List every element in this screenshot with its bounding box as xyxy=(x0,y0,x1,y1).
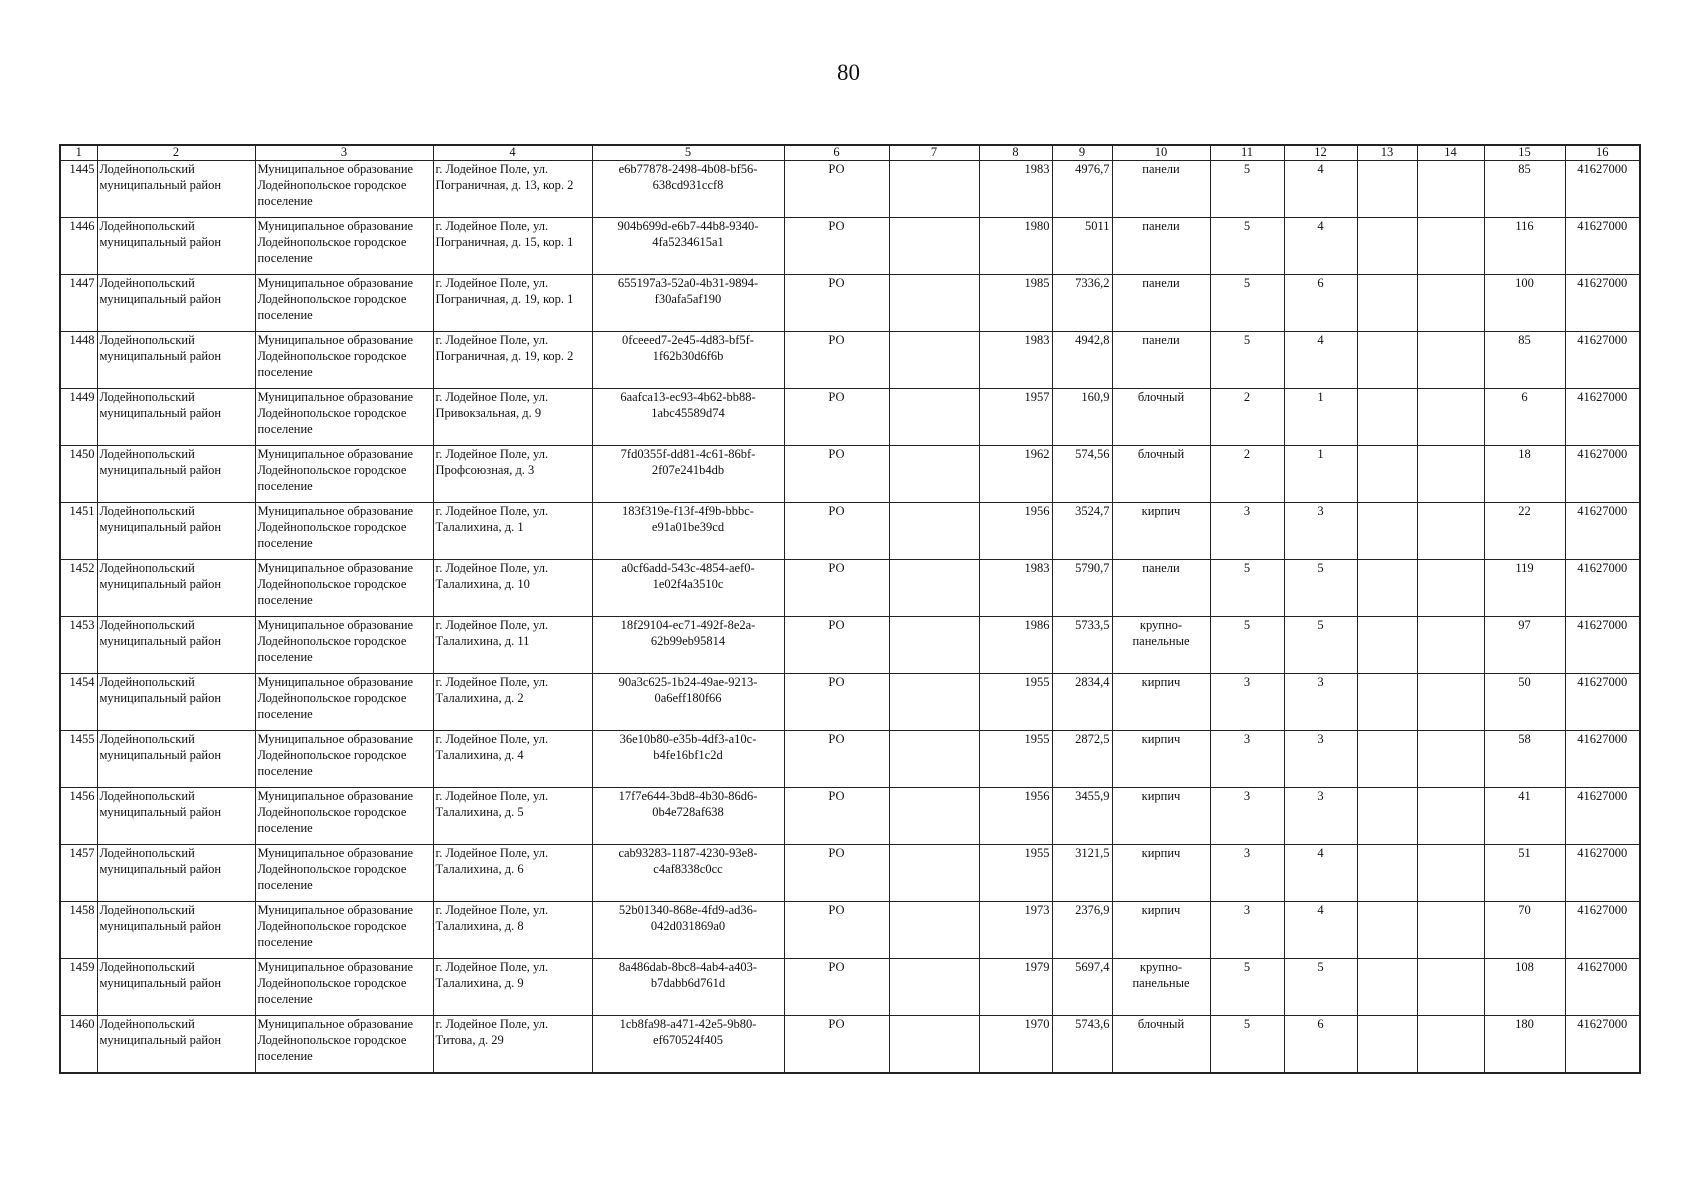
area-cell: 3121,5 xyxy=(1052,845,1112,902)
floors-cell: 3 xyxy=(1210,845,1284,902)
area-cell: 3524,7 xyxy=(1052,503,1112,560)
oktmo-cell: 41627000 xyxy=(1565,161,1640,218)
column-number-cell: 9 xyxy=(1052,145,1112,161)
table-row xyxy=(60,218,1640,275)
row-index-cell: 1458 xyxy=(60,902,97,959)
entrances-cell: 4 xyxy=(1284,218,1357,275)
area-cell: 5697,4 xyxy=(1052,959,1112,1016)
column-7-cell xyxy=(889,332,979,389)
wall-material-cell: кирпич xyxy=(1112,674,1210,731)
column-13-cell xyxy=(1357,389,1417,446)
column-7-cell xyxy=(889,959,979,1016)
record-type-cell: РО xyxy=(784,674,889,731)
municipality-cell: Муниципальное образование Лодейнопольское городское поселение xyxy=(255,218,433,275)
record-type-cell: РО xyxy=(784,788,889,845)
column-13-cell xyxy=(1357,959,1417,1016)
building-guid-cell: 8a486dab-8bc8-4ab4-a403-b7dabb6d761d xyxy=(592,959,784,1016)
row-index-cell: 1450 xyxy=(60,446,97,503)
address-cell: г. Лодейное Поле, ул. Пограничная, д. 19, кор. 1 xyxy=(433,275,592,332)
apartments-cell: 41 xyxy=(1484,788,1565,845)
column-number-cell: 4 xyxy=(433,145,592,161)
build-year-cell: 1956 xyxy=(979,788,1052,845)
table-row xyxy=(60,845,1640,902)
building-guid-cell: e6b77878-2498-4b08-bf56-638cd931ccf8 xyxy=(592,161,784,218)
column-7-cell xyxy=(889,503,979,560)
build-year-cell: 1980 xyxy=(979,218,1052,275)
municipality-cell: Муниципальное образование Лодейнопольское городское поселение xyxy=(255,446,433,503)
building-guid-cell: 1cb8fa98-a471-42e5-9b80-ef670524f405 xyxy=(592,1016,784,1074)
row-index-cell: 1460 xyxy=(60,1016,97,1074)
column-13-cell xyxy=(1357,902,1417,959)
municipality-cell: Муниципальное образование Лодейнопольское городское поселение xyxy=(255,389,433,446)
apartments-cell: 85 xyxy=(1484,161,1565,218)
building-guid-cell: 183f319e-f13f-4f9b-bbbc-e91a01be39cd xyxy=(592,503,784,560)
entrances-cell: 3 xyxy=(1284,674,1357,731)
column-14-cell xyxy=(1417,1016,1484,1074)
municipality-cell: Муниципальное образование Лодейнопольское городское поселение xyxy=(255,617,433,674)
column-number-cell: 5 xyxy=(592,145,784,161)
column-number-cell: 14 xyxy=(1417,145,1484,161)
floors-cell: 3 xyxy=(1210,503,1284,560)
building-guid-cell: 7fd0355f-dd81-4c61-86bf-2f07e241b4db xyxy=(592,446,784,503)
column-7-cell xyxy=(889,218,979,275)
build-year-cell: 1957 xyxy=(979,389,1052,446)
table-row xyxy=(60,959,1640,1016)
table-row xyxy=(60,902,1640,959)
address-cell: г. Лодейное Поле, ул. Талалихина, д. 11 xyxy=(433,617,592,674)
floors-cell: 2 xyxy=(1210,389,1284,446)
district-cell: Лодейнопольский муниципальный район xyxy=(97,446,255,503)
entrances-cell: 4 xyxy=(1284,845,1357,902)
oktmo-cell: 41627000 xyxy=(1565,275,1640,332)
column-number-cell: 16 xyxy=(1565,145,1640,161)
column-14-cell xyxy=(1417,788,1484,845)
wall-material-cell: кирпич xyxy=(1112,731,1210,788)
oktmo-cell: 41627000 xyxy=(1565,389,1640,446)
municipality-cell: Муниципальное образование Лодейнопольское городское поселение xyxy=(255,788,433,845)
building-guid-cell: 0fceeed7-2e45-4d83-bf5f-1f62b30d6f6b xyxy=(592,332,784,389)
entrances-cell: 4 xyxy=(1284,332,1357,389)
oktmo-cell: 41627000 xyxy=(1565,731,1640,788)
address-cell: г. Лодейное Поле, ул. Талалихина, д. 6 xyxy=(433,845,592,902)
build-year-cell: 1970 xyxy=(979,1016,1052,1074)
column-number-cell: 11 xyxy=(1210,145,1284,161)
entrances-cell: 3 xyxy=(1284,731,1357,788)
table-row xyxy=(60,389,1640,446)
row-index-cell: 1456 xyxy=(60,788,97,845)
municipality-cell: Муниципальное образование Лодейнопольское городское поселение xyxy=(255,731,433,788)
record-type-cell: РО xyxy=(784,389,889,446)
address-cell: г. Лодейное Поле, ул. Талалихина, д. 1 xyxy=(433,503,592,560)
record-type-cell: РО xyxy=(784,218,889,275)
area-cell: 4942,8 xyxy=(1052,332,1112,389)
wall-material-cell: панели xyxy=(1112,161,1210,218)
municipality-cell: Муниципальное образование Лодейнопольское городское поселение xyxy=(255,560,433,617)
column-14-cell xyxy=(1417,332,1484,389)
area-cell: 5011 xyxy=(1052,218,1112,275)
column-7-cell xyxy=(889,788,979,845)
entrances-cell: 1 xyxy=(1284,446,1357,503)
district-cell: Лодейнопольский муниципальный район xyxy=(97,332,255,389)
column-7-cell xyxy=(889,161,979,218)
address-cell: г. Лодейное Поле, ул. Талалихина, д. 10 xyxy=(433,560,592,617)
oktmo-cell: 41627000 xyxy=(1565,560,1640,617)
apartments-cell: 51 xyxy=(1484,845,1565,902)
row-index-cell: 1457 xyxy=(60,845,97,902)
apartments-cell: 85 xyxy=(1484,332,1565,389)
floors-cell: 5 xyxy=(1210,218,1284,275)
column-13-cell xyxy=(1357,1016,1417,1074)
municipality-cell: Муниципальное образование Лодейнопольское городское поселение xyxy=(255,902,433,959)
municipality-cell: Муниципальное образование Лодейнопольское городское поселение xyxy=(255,332,433,389)
municipality-cell: Муниципальное образование Лодейнопольское городское поселение xyxy=(255,674,433,731)
build-year-cell: 1983 xyxy=(979,332,1052,389)
column-14-cell xyxy=(1417,674,1484,731)
district-cell: Лодейнопольский муниципальный район xyxy=(97,959,255,1016)
row-index-cell: 1454 xyxy=(60,674,97,731)
column-14-cell xyxy=(1417,731,1484,788)
column-7-cell xyxy=(889,560,979,617)
apartments-cell: 18 xyxy=(1484,446,1565,503)
table-row xyxy=(60,503,1640,560)
table-row xyxy=(60,617,1640,674)
row-index-cell: 1455 xyxy=(60,731,97,788)
district-cell: Лодейнопольский муниципальный район xyxy=(97,389,255,446)
floors-cell: 3 xyxy=(1210,674,1284,731)
area-cell: 574,56 xyxy=(1052,446,1112,503)
area-cell: 3455,9 xyxy=(1052,788,1112,845)
entrances-cell: 3 xyxy=(1284,503,1357,560)
row-index-cell: 1448 xyxy=(60,332,97,389)
column-number-cell: 3 xyxy=(255,145,433,161)
area-cell: 2872,5 xyxy=(1052,731,1112,788)
district-cell: Лодейнопольский муниципальный район xyxy=(97,788,255,845)
wall-material-cell: кирпич xyxy=(1112,902,1210,959)
area-cell: 5733,5 xyxy=(1052,617,1112,674)
column-14-cell xyxy=(1417,959,1484,1016)
entrances-cell: 6 xyxy=(1284,1016,1357,1074)
table-row xyxy=(60,560,1640,617)
record-type-cell: РО xyxy=(784,902,889,959)
row-index-cell: 1452 xyxy=(60,560,97,617)
column-number-cell: 6 xyxy=(784,145,889,161)
wall-material-cell: кирпич xyxy=(1112,788,1210,845)
address-cell: г. Лодейное Поле, ул. Пограничная, д. 15, кор. 1 xyxy=(433,218,592,275)
page-number: 80 xyxy=(837,60,860,85)
oktmo-cell: 41627000 xyxy=(1565,674,1640,731)
column-number-cell: 1 xyxy=(60,145,97,161)
district-cell: Лодейнопольский муниципальный район xyxy=(97,731,255,788)
area-cell: 2376,9 xyxy=(1052,902,1112,959)
apartments-cell: 70 xyxy=(1484,902,1565,959)
floors-cell: 3 xyxy=(1210,788,1284,845)
area-cell: 5790,7 xyxy=(1052,560,1112,617)
build-year-cell: 1955 xyxy=(979,674,1052,731)
area-cell: 7336,2 xyxy=(1052,275,1112,332)
column-7-cell xyxy=(889,617,979,674)
column-13-cell xyxy=(1357,503,1417,560)
apartments-cell: 50 xyxy=(1484,674,1565,731)
table-row xyxy=(60,674,1640,731)
apartments-cell: 22 xyxy=(1484,503,1565,560)
municipality-cell: Муниципальное образование Лодейнопольское городское поселение xyxy=(255,161,433,218)
apartments-cell: 119 xyxy=(1484,560,1565,617)
building-guid-cell: 18f29104-ec71-492f-8e2a-62b99eb95814 xyxy=(592,617,784,674)
record-type-cell: РО xyxy=(784,731,889,788)
column-13-cell xyxy=(1357,845,1417,902)
address-cell: г. Лодейное Поле, ул. Талалихина, д. 2 xyxy=(433,674,592,731)
column-number-cell: 7 xyxy=(889,145,979,161)
column-7-cell xyxy=(889,845,979,902)
column-7-cell xyxy=(889,902,979,959)
wall-material-cell: крупно-панельные xyxy=(1112,959,1210,1016)
entrances-cell: 4 xyxy=(1284,902,1357,959)
entrances-cell: 4 xyxy=(1284,161,1357,218)
table-row xyxy=(60,1016,1640,1074)
district-cell: Лодейнопольский муниципальный район xyxy=(97,218,255,275)
wall-material-cell: кирпич xyxy=(1112,503,1210,560)
district-cell: Лодейнопольский муниципальный район xyxy=(97,674,255,731)
record-type-cell: РО xyxy=(784,332,889,389)
municipality-cell: Муниципальное образование Лодейнопольское городское поселение xyxy=(255,845,433,902)
column-number-cell: 8 xyxy=(979,145,1052,161)
district-cell: Лодейнопольский муниципальный район xyxy=(97,845,255,902)
column-13-cell xyxy=(1357,560,1417,617)
wall-material-cell: панели xyxy=(1112,275,1210,332)
building-guid-cell: 17f7e644-3bd8-4b30-86d6-0b4e728af638 xyxy=(592,788,784,845)
floors-cell: 3 xyxy=(1210,731,1284,788)
apartments-cell: 116 xyxy=(1484,218,1565,275)
column-14-cell xyxy=(1417,902,1484,959)
column-number-cell: 10 xyxy=(1112,145,1210,161)
row-index-cell: 1459 xyxy=(60,959,97,1016)
district-cell: Лодейнопольский муниципальный район xyxy=(97,560,255,617)
wall-material-cell: блочный xyxy=(1112,1016,1210,1074)
oktmo-cell: 41627000 xyxy=(1565,902,1640,959)
floors-cell: 2 xyxy=(1210,446,1284,503)
district-cell: Лодейнопольский муниципальный район xyxy=(97,617,255,674)
wall-material-cell: блочный xyxy=(1112,389,1210,446)
column-14-cell xyxy=(1417,845,1484,902)
building-guid-cell: 655197a3-52a0-4b31-9894-f30afa5af190 xyxy=(592,275,784,332)
record-type-cell: РО xyxy=(784,617,889,674)
oktmo-cell: 41627000 xyxy=(1565,332,1640,389)
apartments-cell: 97 xyxy=(1484,617,1565,674)
record-type-cell: РО xyxy=(784,503,889,560)
column-13-cell xyxy=(1357,731,1417,788)
column-14-cell xyxy=(1417,161,1484,218)
apartments-cell: 6 xyxy=(1484,389,1565,446)
building-guid-cell: 52b01340-868e-4fd9-ad36-042d031869a0 xyxy=(592,902,784,959)
build-year-cell: 1973 xyxy=(979,902,1052,959)
column-13-cell xyxy=(1357,332,1417,389)
column-13-cell xyxy=(1357,446,1417,503)
column-13-cell xyxy=(1357,674,1417,731)
column-number-cell: 12 xyxy=(1284,145,1357,161)
district-cell: Лодейнопольский муниципальный район xyxy=(97,1016,255,1074)
apartments-cell: 100 xyxy=(1484,275,1565,332)
floors-cell: 5 xyxy=(1210,332,1284,389)
column-14-cell xyxy=(1417,275,1484,332)
building-guid-cell: 6aafca13-ec93-4b62-bb88-1abc45589d74 xyxy=(592,389,784,446)
oktmo-cell: 41627000 xyxy=(1565,959,1640,1016)
build-year-cell: 1979 xyxy=(979,959,1052,1016)
entrances-cell: 1 xyxy=(1284,389,1357,446)
address-cell: г. Лодейное Поле, ул. Привокзальная, д. 9 xyxy=(433,389,592,446)
floors-cell: 5 xyxy=(1210,959,1284,1016)
housing-registry-table xyxy=(59,144,1641,1074)
entrances-cell: 6 xyxy=(1284,275,1357,332)
area-cell: 5743,6 xyxy=(1052,1016,1112,1074)
address-cell: г. Лодейное Поле, ул. Пограничная, д. 13, кор. 2 xyxy=(433,161,592,218)
wall-material-cell: панели xyxy=(1112,332,1210,389)
build-year-cell: 1986 xyxy=(979,617,1052,674)
column-14-cell xyxy=(1417,617,1484,674)
table-row xyxy=(60,788,1640,845)
address-cell: г. Лодейное Поле, ул. Талалихина, д. 8 xyxy=(433,902,592,959)
oktmo-cell: 41627000 xyxy=(1565,1016,1640,1074)
district-cell: Лодейнопольский муниципальный район xyxy=(97,161,255,218)
floors-cell: 5 xyxy=(1210,617,1284,674)
column-number-cell: 13 xyxy=(1357,145,1417,161)
address-cell: г. Лодейное Поле, ул. Титова, д. 29 xyxy=(433,1016,592,1074)
entrances-cell: 5 xyxy=(1284,959,1357,1016)
column-14-cell xyxy=(1417,218,1484,275)
column-13-cell xyxy=(1357,788,1417,845)
floors-cell: 5 xyxy=(1210,560,1284,617)
column-7-cell xyxy=(889,275,979,332)
row-index-cell: 1449 xyxy=(60,389,97,446)
floors-cell: 3 xyxy=(1210,902,1284,959)
municipality-cell: Муниципальное образование Лодейнопольское городское поселение xyxy=(255,1016,433,1074)
build-year-cell: 1955 xyxy=(979,731,1052,788)
build-year-cell: 1956 xyxy=(979,503,1052,560)
wall-material-cell: панели xyxy=(1112,560,1210,617)
column-14-cell xyxy=(1417,446,1484,503)
row-index-cell: 1451 xyxy=(60,503,97,560)
apartments-cell: 58 xyxy=(1484,731,1565,788)
record-type-cell: РО xyxy=(784,275,889,332)
column-14-cell xyxy=(1417,503,1484,560)
row-index-cell: 1447 xyxy=(60,275,97,332)
record-type-cell: РО xyxy=(784,446,889,503)
build-year-cell: 1983 xyxy=(979,161,1052,218)
build-year-cell: 1955 xyxy=(979,845,1052,902)
oktmo-cell: 41627000 xyxy=(1565,218,1640,275)
column-number-cell: 2 xyxy=(97,145,255,161)
table-row xyxy=(60,332,1640,389)
address-cell: г. Лодейное Поле, ул. Пограничная, д. 19, кор. 2 xyxy=(433,332,592,389)
row-index-cell: 1453 xyxy=(60,617,97,674)
record-type-cell: РО xyxy=(784,845,889,902)
building-guid-cell: 90a3c625-1b24-49ae-9213-0a6eff180f66 xyxy=(592,674,784,731)
wall-material-cell: крупно-панельные xyxy=(1112,617,1210,674)
municipality-cell: Муниципальное образование Лодейнопольское городское поселение xyxy=(255,275,433,332)
wall-material-cell: панели xyxy=(1112,218,1210,275)
column-7-cell xyxy=(889,674,979,731)
oktmo-cell: 41627000 xyxy=(1565,446,1640,503)
floors-cell: 5 xyxy=(1210,1016,1284,1074)
column-13-cell xyxy=(1357,161,1417,218)
column-13-cell xyxy=(1357,275,1417,332)
address-cell: г. Лодейное Поле, ул. Профсоюзная, д. 3 xyxy=(433,446,592,503)
column-number-row xyxy=(60,145,1640,161)
oktmo-cell: 41627000 xyxy=(1565,617,1640,674)
entrances-cell: 3 xyxy=(1284,788,1357,845)
table-row xyxy=(60,275,1640,332)
table-row xyxy=(60,731,1640,788)
area-cell: 4976,7 xyxy=(1052,161,1112,218)
floors-cell: 5 xyxy=(1210,161,1284,218)
apartments-cell: 180 xyxy=(1484,1016,1565,1074)
building-guid-cell: cab93283-1187-4230-93e8-c4af8338c0cc xyxy=(592,845,784,902)
oktmo-cell: 41627000 xyxy=(1565,788,1640,845)
column-13-cell xyxy=(1357,617,1417,674)
record-type-cell: РО xyxy=(784,560,889,617)
entrances-cell: 5 xyxy=(1284,617,1357,674)
record-type-cell: РО xyxy=(784,1016,889,1074)
municipality-cell: Муниципальное образование Лодейнопольское городское поселение xyxy=(255,959,433,1016)
column-13-cell xyxy=(1357,218,1417,275)
building-guid-cell: 36e10b80-e35b-4df3-a10c-b4fe16bf1c2d xyxy=(592,731,784,788)
oktmo-cell: 41627000 xyxy=(1565,503,1640,560)
build-year-cell: 1985 xyxy=(979,275,1052,332)
column-7-cell xyxy=(889,731,979,788)
building-guid-cell: a0cf6add-543c-4854-aef0-1e02f4a3510c xyxy=(592,560,784,617)
district-cell: Лодейнопольский муниципальный район xyxy=(97,503,255,560)
table-row xyxy=(60,446,1640,503)
table-row xyxy=(60,161,1640,218)
district-cell: Лодейнопольский муниципальный район xyxy=(97,902,255,959)
address-cell: г. Лодейное Поле, ул. Талалихина, д. 4 xyxy=(433,731,592,788)
column-14-cell xyxy=(1417,560,1484,617)
column-number-cell: 15 xyxy=(1484,145,1565,161)
row-index-cell: 1446 xyxy=(60,218,97,275)
area-cell: 160,9 xyxy=(1052,389,1112,446)
municipality-cell: Муниципальное образование Лодейнопольское городское поселение xyxy=(255,503,433,560)
floors-cell: 5 xyxy=(1210,275,1284,332)
area-cell: 2834,4 xyxy=(1052,674,1112,731)
building-guid-cell: 904b699d-e6b7-44b8-9340-4fa5234615a1 xyxy=(592,218,784,275)
address-cell: г. Лодейное Поле, ул. Талалихина, д. 9 xyxy=(433,959,592,1016)
address-cell: г. Лодейное Поле, ул. Талалихина, д. 5 xyxy=(433,788,592,845)
row-index-cell: 1445 xyxy=(60,161,97,218)
oktmo-cell: 41627000 xyxy=(1565,845,1640,902)
wall-material-cell: блочный xyxy=(1112,446,1210,503)
build-year-cell: 1962 xyxy=(979,446,1052,503)
entrances-cell: 5 xyxy=(1284,560,1357,617)
column-7-cell xyxy=(889,446,979,503)
district-cell: Лодейнопольский муниципальный район xyxy=(97,275,255,332)
column-7-cell xyxy=(889,1016,979,1074)
record-type-cell: РО xyxy=(784,959,889,1016)
wall-material-cell: кирпич xyxy=(1112,845,1210,902)
build-year-cell: 1983 xyxy=(979,560,1052,617)
column-7-cell xyxy=(889,389,979,446)
record-type-cell: РО xyxy=(784,161,889,218)
column-14-cell xyxy=(1417,389,1484,446)
apartments-cell: 108 xyxy=(1484,959,1565,1016)
